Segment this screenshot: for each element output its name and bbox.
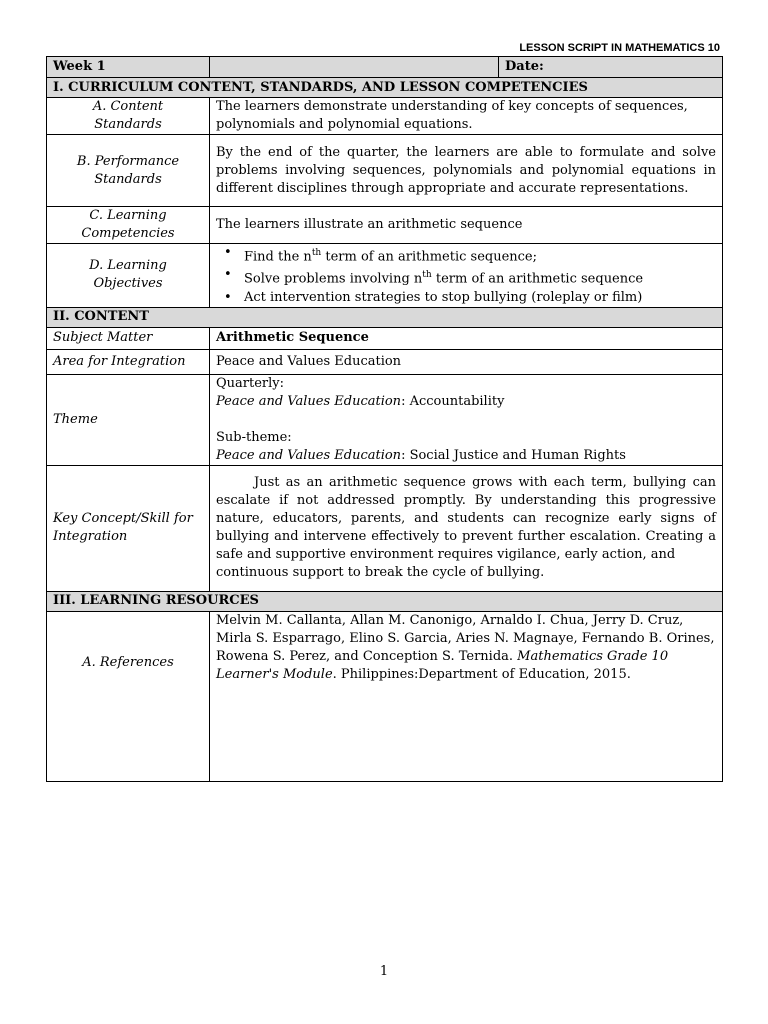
- week-row: [47, 57, 723, 78]
- week-label: Week 1: [47, 57, 210, 78]
- content-standards-text: The learners demonstrate understanding of key concepts of sequences, polynomials and polynomial equations.: [210, 98, 723, 135]
- content-standards-row: [47, 98, 723, 135]
- learning-competencies-label: [47, 207, 210, 244]
- week-blank-cell: [210, 57, 499, 78]
- performance-standards-row: [47, 135, 723, 207]
- learning-competencies-label-line1: C. Learning: [89, 208, 167, 223]
- content-standards-label: [47, 98, 210, 135]
- subject-matter-label: Subject Matter: [47, 327, 210, 349]
- learning-objectives-row: [47, 244, 723, 308]
- performance-standards-label-line1: B. Performance: [76, 153, 180, 169]
- learning-objectives-label: [47, 244, 210, 308]
- key-concept-label-line2: Integration: [53, 529, 128, 545]
- lesson-plan-table: [46, 56, 723, 782]
- objective-item: • Act intervention strategies to stop bullying (roleplay or film): [244, 289, 716, 307]
- performance-standards-text: By the end of the quarter, the learners are able to formulate and solve problems involving sequences, polynomials and polynomial equations in different disciplines through appropriate and accurate representations.: [210, 135, 723, 207]
- key-concept-text: Just as an arithmetic sequence grows with each term, bullying can escalate if not addressed promptly. By understanding this progressive nature, educators, parents, and students can recognize early signs of bullying and intervene effectively to prevent further escalation. Creating a safe and supportive environment requires vigilance, early action, and: [216, 475, 716, 563]
- section-3-title: III. LEARNING RESOURCES: [47, 591, 723, 611]
- learning-objectives-label-line2: Objectives: [93, 276, 163, 292]
- references-row: [47, 611, 723, 781]
- key-concept-label-line1: Key Concept/Skill for: [53, 511, 193, 527]
- section-1-heading-row: [47, 78, 723, 98]
- subject-matter-row: [47, 327, 723, 349]
- theme-label: Theme: [47, 374, 210, 465]
- theme-row: [47, 374, 723, 465]
- theme-cell: [210, 374, 723, 465]
- key-concept-text-end: continuous support to break the cycle of bullying.: [216, 565, 545, 581]
- theme-quarterly-label: Quarterly:: [216, 375, 285, 391]
- subtheme-label: Sub-theme:: [216, 429, 292, 445]
- subtheme-line: Peace and Values Education: Social Justice and Human Rights: [216, 447, 626, 463]
- references-publisher: . Philippines:Department of Education, 2015.: [332, 666, 631, 682]
- references-label: A. References: [47, 611, 210, 781]
- learning-objectives-cell: [210, 244, 723, 308]
- references-authors: Melvin M. Callanta, Allan M. Canonigo, Arnaldo I. Chua, Jerry D. Cruz, Mirla S. Esparrago, Elino S. Garcia, Aries N. Magnaye, Fernando B. Orines, Rowena S. Perez, and Conception S. Ternida.: [216, 612, 715, 664]
- area-integration-row: [47, 349, 723, 374]
- page-number: 1: [379, 964, 389, 979]
- section-3-heading-row: [47, 591, 723, 611]
- key-concept-label: [47, 465, 210, 591]
- references-cell: [210, 611, 723, 781]
- performance-standards-label: [47, 135, 210, 207]
- objective-item: • Solve problems involving $n^{th}$ term of an arithmetic sequence: [244, 266, 716, 288]
- theme-quarterly-line: Peace and Values Education: Accountability: [216, 393, 505, 409]
- section-2-heading-row: [47, 307, 723, 327]
- date-label: Date:: [499, 57, 723, 78]
- area-integration-value: Peace and Values Education: [210, 349, 723, 374]
- objective-item: • Find the $n^{th}$ term of an arithmetic sequence;: [244, 244, 716, 266]
- area-integration-label: Area for Integration: [47, 349, 210, 374]
- performance-standards-label-line2: Standards: [94, 171, 162, 187]
- section-2-title: II. CONTENT: [47, 307, 723, 327]
- learning-objectives-label-line1: D. Learning: [89, 258, 167, 274]
- subject-matter-value: Arithmetic Sequence: [210, 327, 723, 349]
- learning-objectives-list: [216, 244, 716, 307]
- references-book-title: Mathematics Grade 10 Learner's Module: [216, 648, 669, 682]
- learning-competencies-row: [47, 207, 723, 244]
- learning-competencies-label-line2: Competencies: [81, 226, 175, 241]
- section-1-title: I. CURRICULUM CONTENT, STANDARDS, AND LESSON COMPETENCIES: [47, 78, 723, 98]
- content-standards-label-line2: Standards: [94, 117, 162, 132]
- key-concept-row: [47, 465, 723, 591]
- key-concept-cell: [210, 465, 723, 591]
- content-standards-label-line1: A. Content: [92, 99, 164, 114]
- learning-competencies-text: The learners illustrate an arithmetic sequence: [210, 207, 723, 244]
- document-header-title: LESSON SCRIPT IN MATHEMATICS 10: [519, 42, 720, 54]
